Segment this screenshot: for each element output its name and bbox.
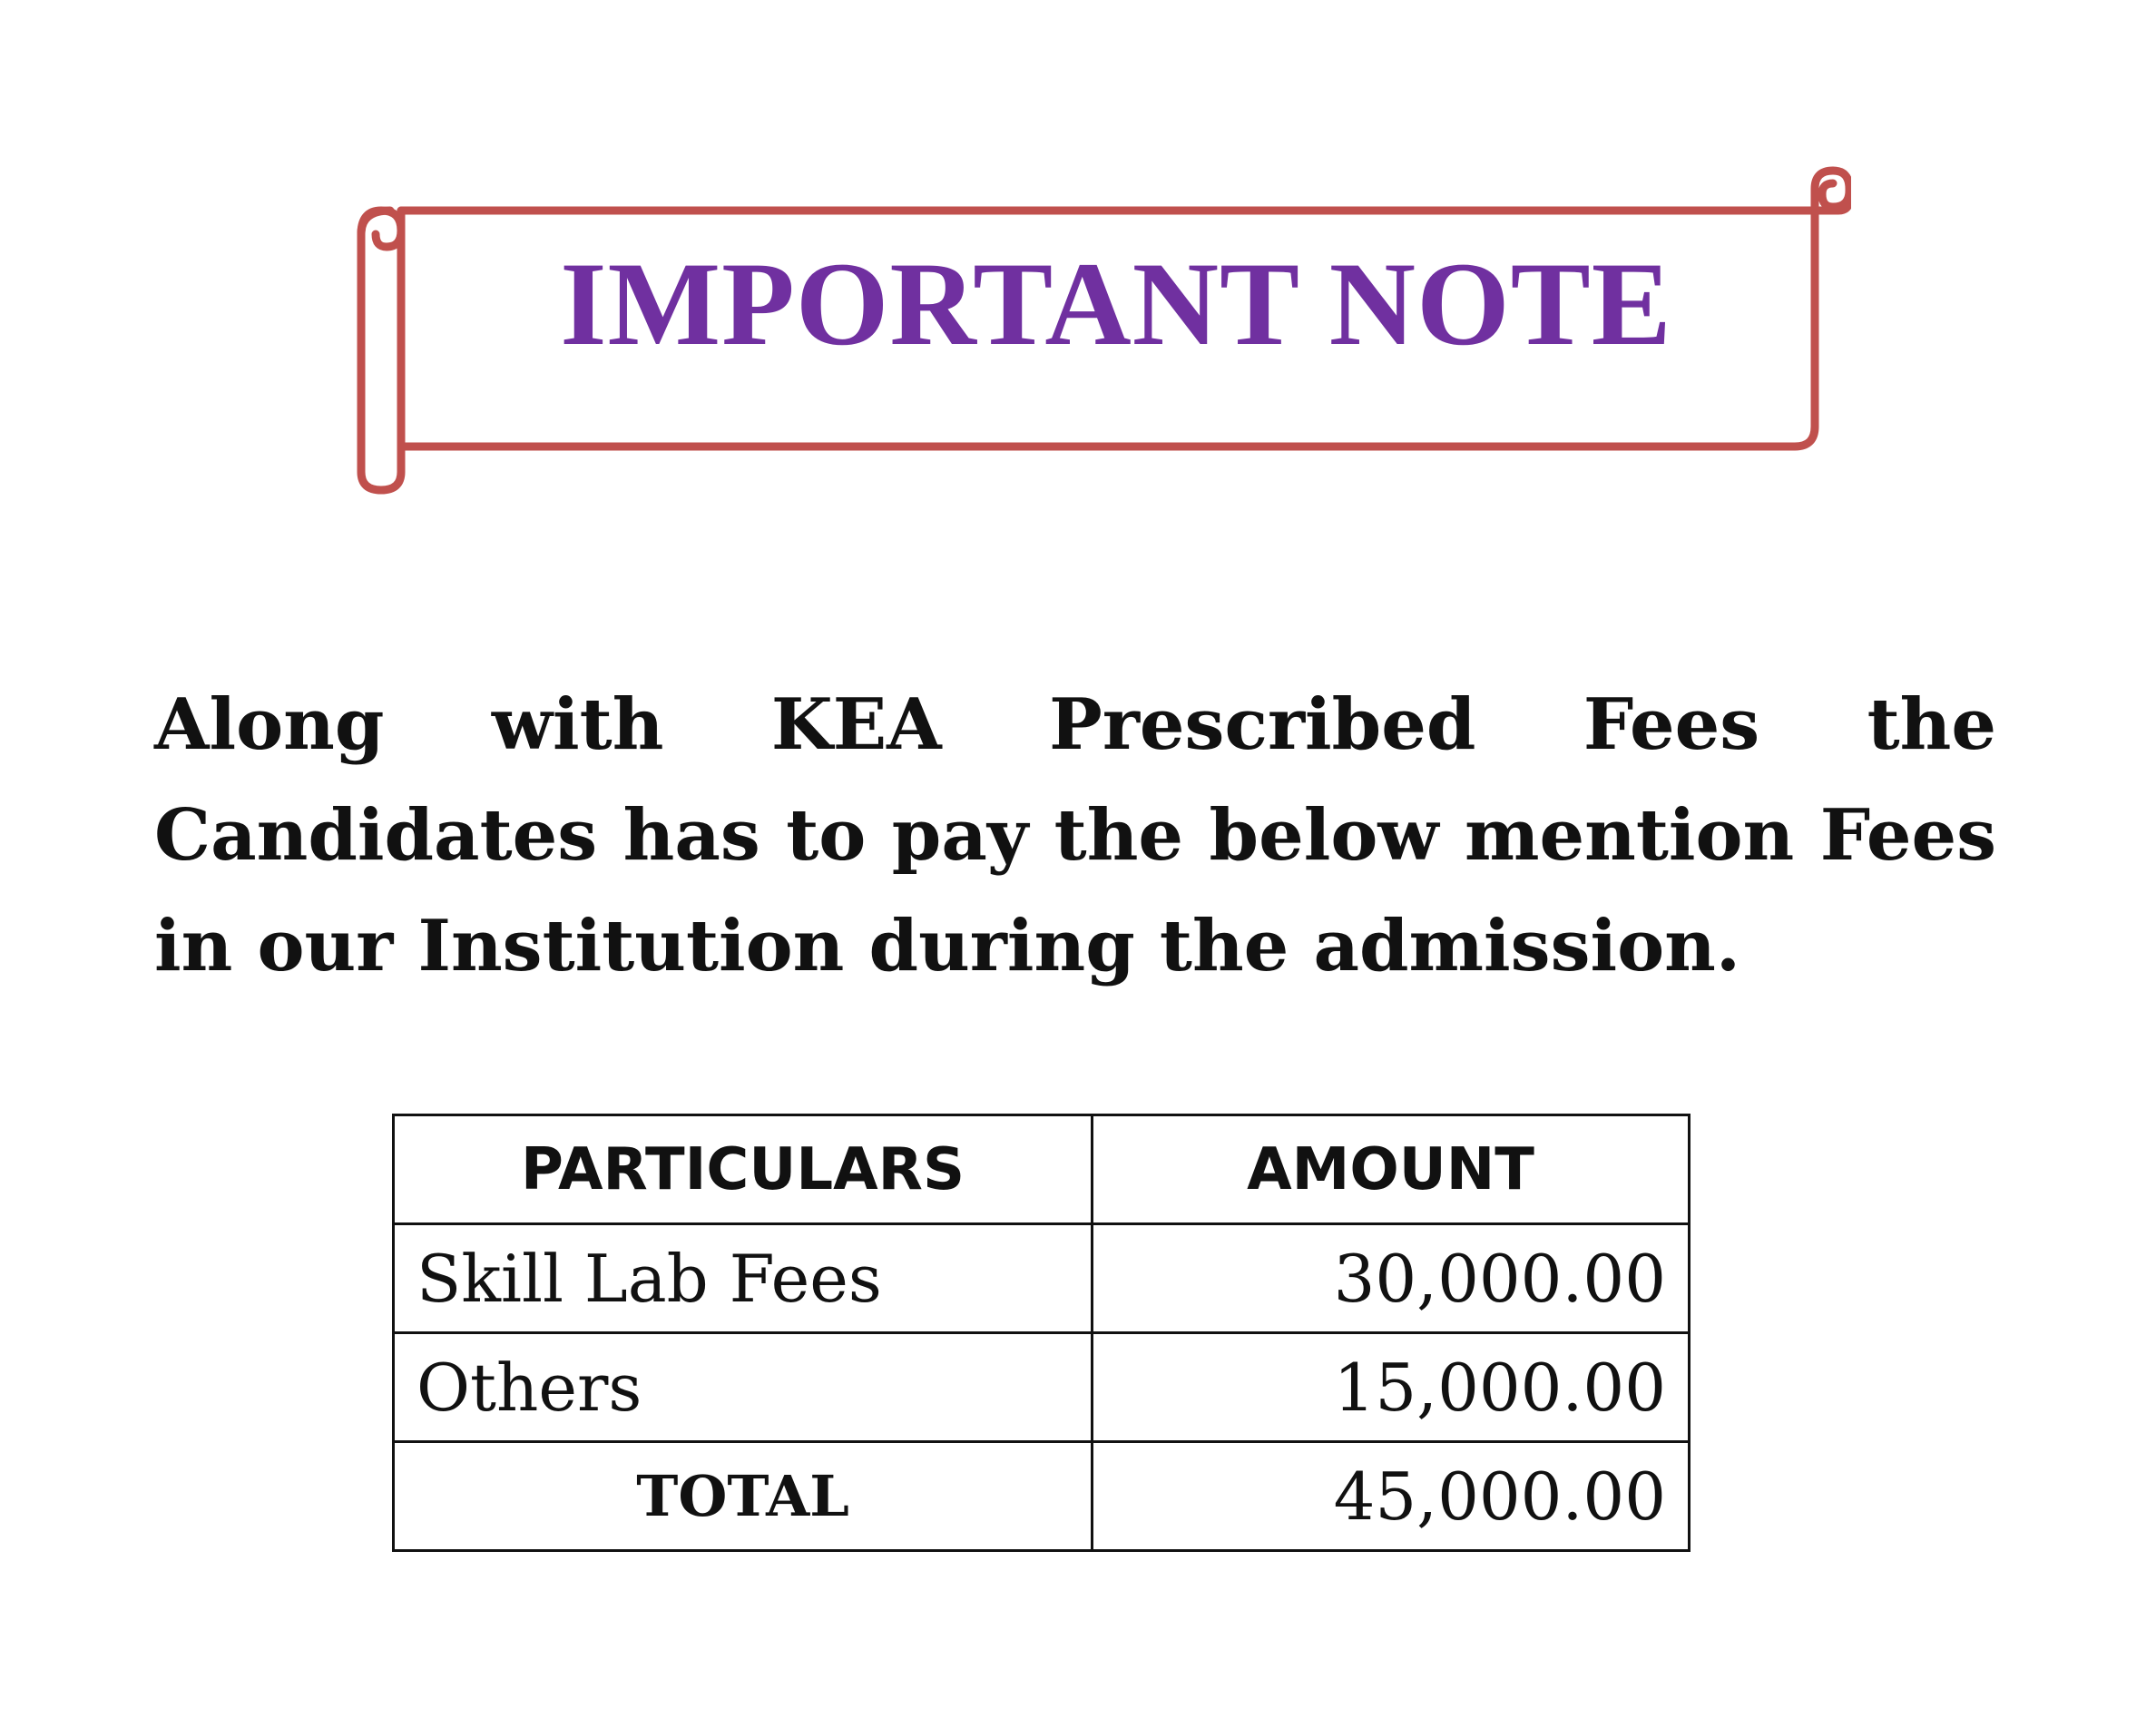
fees-table (392, 1114, 1690, 1552)
banner-title: IMPORTANT NOTE (560, 237, 1672, 370)
row-particular: Others (394, 1333, 1093, 1442)
table-row (394, 1224, 1690, 1333)
row-amount: 15,000.00 (1093, 1333, 1690, 1442)
total-row (394, 1442, 1690, 1551)
row-particular: Skill Lab Fees (394, 1224, 1093, 1333)
total-amount: 45,000.00 (1093, 1442, 1690, 1551)
fees-note-paragraph: Along with KEA Prescribed Fees the Candidates has to pay the below mention Fees in our Institution during the admission. (154, 683, 1996, 987)
row-amount: 30,000.00 (1093, 1224, 1690, 1333)
table-row (394, 1333, 1690, 1442)
header-particulars: PARTICULARS (394, 1115, 1093, 1224)
table-header-row (394, 1115, 1690, 1224)
total-label: TOTAL (394, 1442, 1093, 1551)
header-amount: AMOUNT (1093, 1115, 1690, 1224)
important-note-banner (354, 163, 1851, 499)
